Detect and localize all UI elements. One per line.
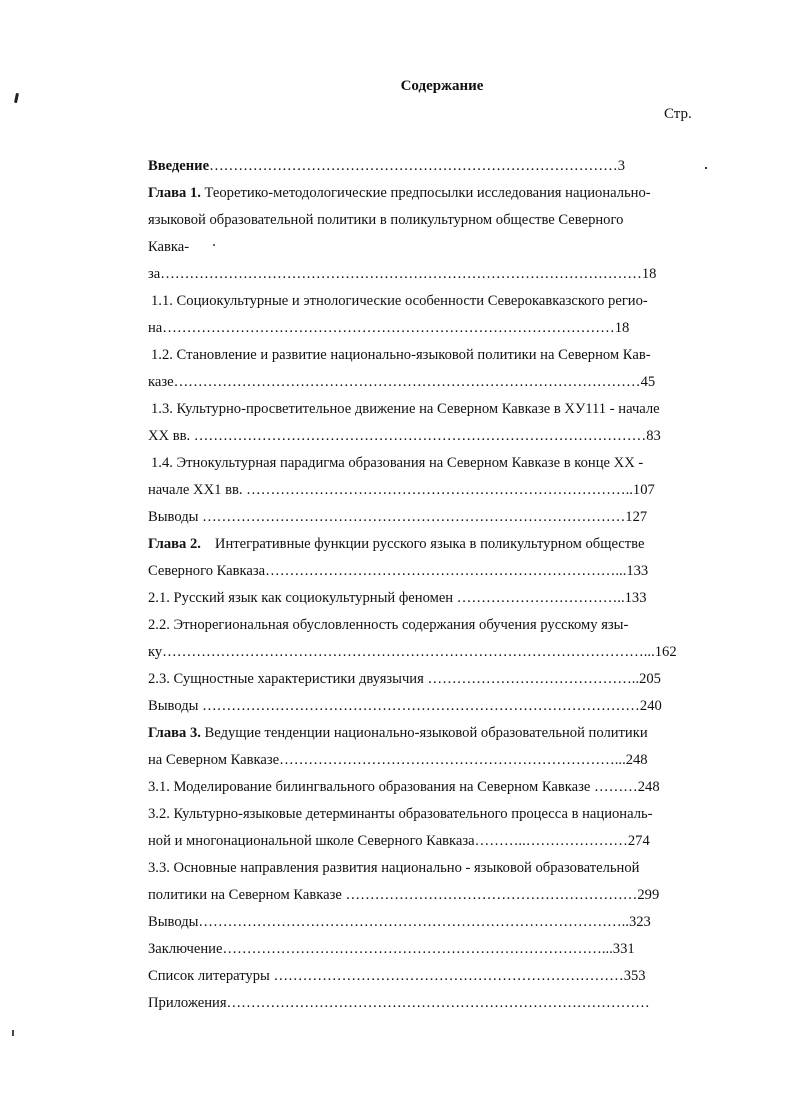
toc-entry-chapter-1-cont: языковой образовательной политики в поликультурном обществе Северного: [148, 212, 624, 228]
toc-entry-chapter-2-cont: Северного Кавказа………………………………………………………………...133: [148, 563, 649, 579]
toc-entry-section-1-1: 1.1. Социокультурные и этнологические особенности Северокавказского регио-: [151, 293, 648, 309]
toc-entry-chapter-3-cont: на Северном Кавказе……………………………………………………………...248: [148, 752, 648, 768]
toc-entry-section-3-2: 3.2. Культурно-языковые детерминанты образовательного процесса в националь-: [148, 806, 653, 822]
toc-entry-chapter-1-cont: Кавка-: [148, 239, 190, 255]
toc-entry-chapter-3-conclusions: Выводы……………………………………………………………………………..323: [148, 914, 651, 930]
toc-entry-section-3-3-cont: политики на Северном Кавказе ……………………………………………………299: [148, 887, 660, 903]
page-title: Содержание: [400, 78, 484, 94]
table-of-contents: [148, 153, 702, 1017]
toc-entry-section-1-3: 1.3. Культурно-просветительное движение на Северном Кавказе в ХУ111 - начале: [151, 401, 660, 417]
toc-entry-section-2-2: 2.2. Этнорегиональная обусловленность содержания обучения русскому язы-: [148, 617, 629, 633]
toc-entry-appendices: Приложения……………………………………………………………………………: [148, 995, 650, 1011]
toc-entry-conclusion: Заключение……………………………………………………………………...331: [148, 941, 635, 957]
toc-entry-intro: Введение…………………………………………………………………………3: [148, 158, 625, 174]
toc-entry-section-1-2: 1.2. Становление и развитие национально-языковой политики на Северном Кав-: [151, 347, 651, 363]
toc-entry-section-1-2-cont: казе……………………………………………………………………………………45: [148, 374, 656, 390]
toc-entry-section-1-4-cont: начале XX1 вв. ……………………………………………………………………..107: [148, 482, 655, 498]
toc-entry-chapter-1: Глава 1. Теоретико-методологические предпосылки исследования национально-: [148, 185, 651, 201]
toc-entry-section-3-3: 3.3. Основные направления развития национально - языковой образовательной: [148, 860, 640, 876]
toc-entry-section-2-3: 2.3. Сущностные характеристики двуязычия ……………………………………..205: [148, 671, 661, 687]
page-column-label: Стр.: [664, 106, 692, 122]
toc-entry-section-2-2-cont: ку………………………………………………………………………………………...162: [148, 644, 677, 660]
toc-entry-section-3-1: 3.1. Моделирование билингвального образования на Северном Кавказе ………248: [148, 779, 660, 795]
toc-entry-section-2-1: 2.1. Русский язык как социокультурный феномен ……………………………..133: [148, 590, 647, 606]
toc-entry-section-1-4: 1.4. Этнокультурная парадигма образования на Северном Кавказе в конце XX -: [151, 455, 644, 471]
toc-entry-section-3-2-cont: ной и многонациональной школе Северного Кавказа………..…………………274: [148, 833, 650, 849]
toc-entry-chapter-3: Глава 3. Ведущие тенденции национально-языковой образовательной политики: [148, 725, 648, 741]
scan-artifact: [705, 167, 707, 169]
toc-entry-chapter-1-conclusions: Выводы ……………………………………………………………………………127: [148, 509, 648, 525]
toc-entry-bibliography: Список литературы ………………………………………………………………353: [148, 968, 646, 984]
toc-entry-chapter-2: Глава 2. Интегративные функции русского языка в поликультурном обществе: [148, 536, 645, 552]
toc-entry-chapter-1-cont: за………………………………………………………………………………………18: [148, 266, 657, 282]
toc-entry-section-1-3-cont: XX вв. …………………………………………………………………………………83: [148, 428, 661, 444]
toc-entry-section-1-1-cont: на…………………………………………………………………………………18: [148, 320, 630, 336]
scan-artifact: [12, 1030, 14, 1036]
toc-entry-chapter-2-conclusions: Выводы ………………………………………………………………………………240: [148, 698, 662, 714]
